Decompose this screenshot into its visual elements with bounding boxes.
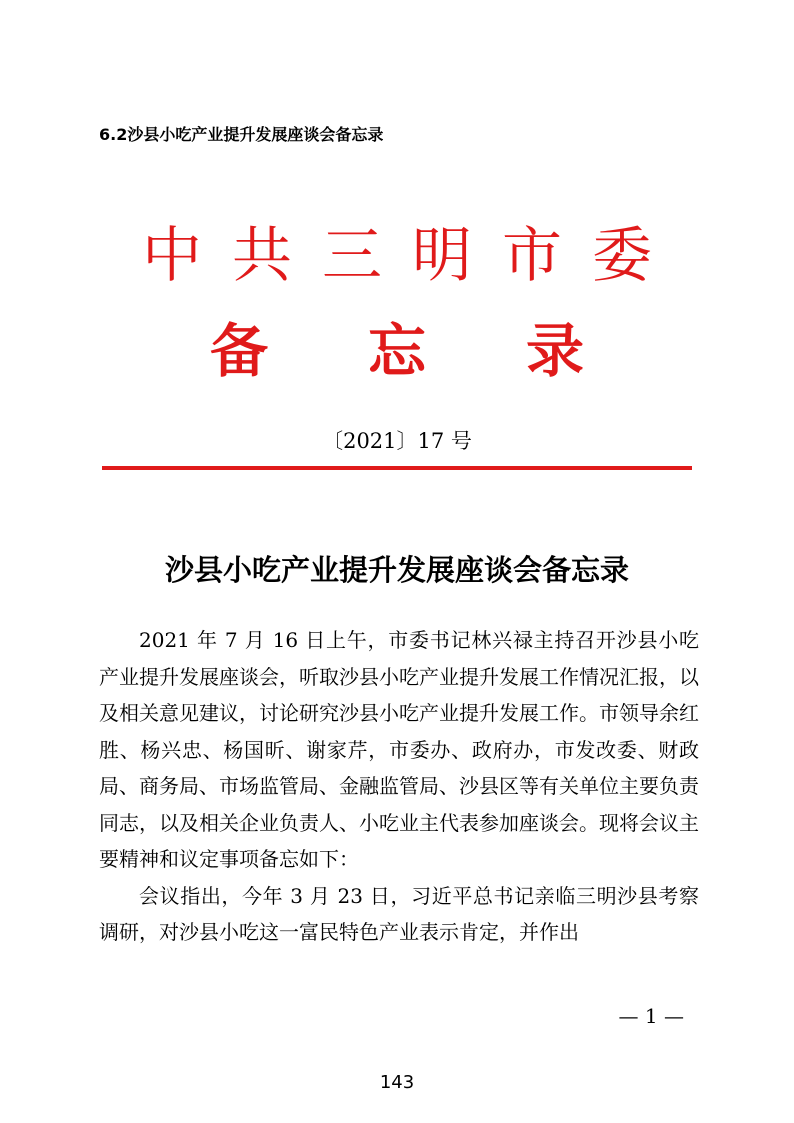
body-paragraph: 会议指出，今年 3 月 23 日，习近平总书记亲临三明沙县考察调研，对沙县小吃这一富民特色产业表示肯定，并作出	[99, 883, 699, 944]
inner-page-mark: — 1 —	[618, 1004, 684, 1028]
body-paragraph: 2021 年 7 月 16 日上午，市委书记林兴禄主持召开沙县小吃产业提升发展座谈会，听取沙县小吃产业提升发展工作情况汇报，以及相关意见建议，讨论研究沙县小吃产业提升发展工作。市领导余红胜、杨兴忠、杨国昕、谢家芹，市委办、政府办，市发改委、财政局、商务局、市场监管局、金融监管局、沙县区等有关单位主要负责同志，以及相关企业负责人、小吃业主代表参加座谈会。现将会议主要精神和议定事项备忘如下：	[99, 628, 699, 871]
page-number: 143	[379, 1072, 415, 1093]
section-label: 6.2沙县小吃产业提升发展座谈会备忘录	[99, 125, 384, 144]
memo-title: 备忘录	[209, 317, 684, 385]
doc-number: 〔2021〕17 号	[322, 429, 472, 453]
red-divider	[102, 466, 692, 470]
document-title: 沙县小吃产业提升发展座谈会备忘录	[164, 553, 629, 587]
document-body	[99, 622, 699, 951]
org-title: 中共三明市委	[142, 221, 682, 291]
